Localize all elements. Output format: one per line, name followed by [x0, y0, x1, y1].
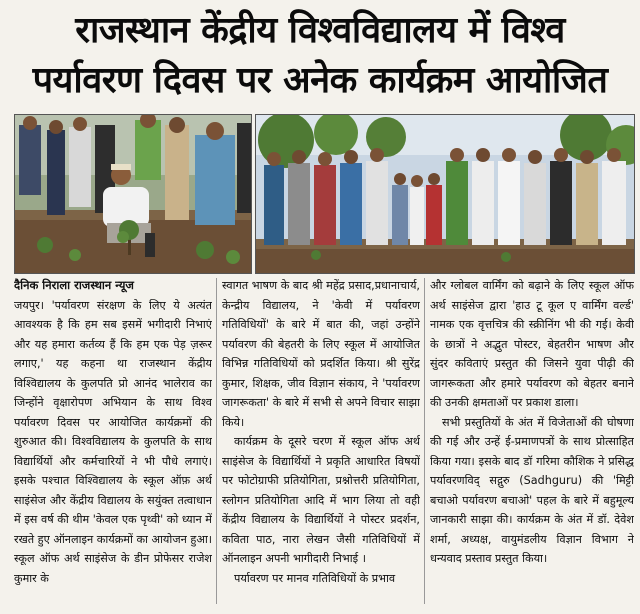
article-paragraph: पर्यावरण पर मानव गतिविधियों के प्रभाव [234, 571, 396, 585]
article-paragraph: और ग्लोबल वार्मिंग को बढ़ाने के लिए स्कूल ऑफ अर्थ साइंसेज द्वारा 'हाउ टू कूल ए वार्मिंग वर्ल्ड' नामक एक वृत्तचित्र की स्क्रीनिंग भी की गई। केवी के छात्रों ने अद्भुत पोस्टर, बेहतरीन भाषण और सुंदर कविताएं प्रस्तुत की जिसने युवा पीढ़ी की जागरूकता और हमारे पर्यावरण को बेहतर बनाने की उनकी क्षमताओं पर प्रकाश डाला। [430, 279, 634, 409]
tree-planting-illustration [15, 115, 251, 273]
article-column-2 [222, 276, 420, 606]
article-paragraph: स्वागत भाषण के बाद श्री महेंद्र प्रसाद,प्रधानाचार्य, केन्द्रीय विद्यालय, ने 'केवी में पर्यावरण गतिविधियों' के बारे में बात की, जहां उन्होंने पर्यावरण की बेहतरी के लिए स्कूल में आयोजित विभिन्न गतिविधियों को प्रदर्शित किया। श्री सुरेंद्र कुमार, शिक्षक, जीव विज्ञान संकाय, ने 'पर्यावरण जागरूकता' के बारे में सभी से अपने विचार साझा किये। [222, 279, 420, 429]
article-column-3 [430, 276, 634, 606]
column-divider [424, 278, 425, 604]
group-photo-illustration [256, 115, 634, 273]
article-paragraph: सभी प्रस्तुतियों के अंत में विजेताओं की घोषणा की गई और उन्हें ई-प्रमाणपत्रों के साथ प्रोत्साहित किया गया। इसके बाद डॉ गरिमा कौशिक ने प्रसिद्ध पर्यावरणविद् सद्गुरु (Sadhguru) की 'मिट्टी बचाओ पर्यावरण बचाओ' पहल के बारे में बहुमूल्य जानकारी साझा की। कार्यक्रम के अंत में डॉ. देवेश शर्मा, अध्यक्ष, वायुमंडलीय विज्ञान विभाग ने धन्यवाद प्रस्ताव प्रस्तुत किया। [430, 415, 634, 565]
headline-line-2: पर्यावरण दिवस पर अनेक कार्यक्रम आयोजित [32, 60, 608, 101]
photo-group [255, 114, 635, 274]
photo-tree-planting [14, 114, 252, 274]
column-divider [216, 278, 217, 604]
article-column-1 [14, 276, 212, 606]
headline-line-1: राजस्थान केंद्रीय विश्वविद्यालय में विश्व [75, 10, 565, 51]
article-paragraph: जयपुर। 'पर्यावरण संरक्षण के लिए ये अत्यंत आवश्यक है कि हम सब इसमें भगीदारी निभाएं और यह हमारा कर्तव्य हैं कि हम एक पेड़ ज़रूर लगाए,' यह कहना था राजस्थान केंद्रीय विश्विद्यालय के कुलपति प्रो आनंद भालेराव का जिन्होंने वृक्षारोपण अभियान के साथ विश्व पर्यावरण दिवस पर आयोजित कार्यक्रमों की शुरुआत की। विश्वविद्यालय के कुलपति के साथ विद्यार्थियों और कर्मचारियों ने भी पौधे लगाएं। इसके पश्चात विश्विद्यालय के स्कूल ऑफ़ अर्थ साइंसेज और केंद्रीय विद्यालय के सयुंक्त तत्वाधान में इस वर्ष की थीम 'केवल एक पृथ्वी' को ध्यान में रखते हुए ऑनलाइन कार्यक्रमों का आयोजन हुआ। स्कूल ऑफ अर्थ साइंसेज के डीन प्रोफेसर राजेश कुमार के [14, 298, 212, 585]
article-paragraph: कार्यक्रम के दूसरे चरण में स्कूल ऑफ अर्थ साइंसेज के विद्यार्थियों ने प्रकृति आधारित विषयों पर फोटोग्राफी प्रतियोगिता, प्रश्नोत्तरी प्रतियोगिता, स्लोगन प्रतियोगिता आदि में भाग लिया तो वही केंद्रीय विद्यालय के विद्यार्थियों ने पोस्टर प्रदर्शन, कविता पाठ, नारा लेखन जैसी गतिविधियों में ऑनलाइन अपनी भागीदारी निभाई । [222, 435, 420, 565]
byline: दैनिक निराला राजस्थान न्यूज [14, 278, 134, 292]
headline [0, 0, 640, 112]
